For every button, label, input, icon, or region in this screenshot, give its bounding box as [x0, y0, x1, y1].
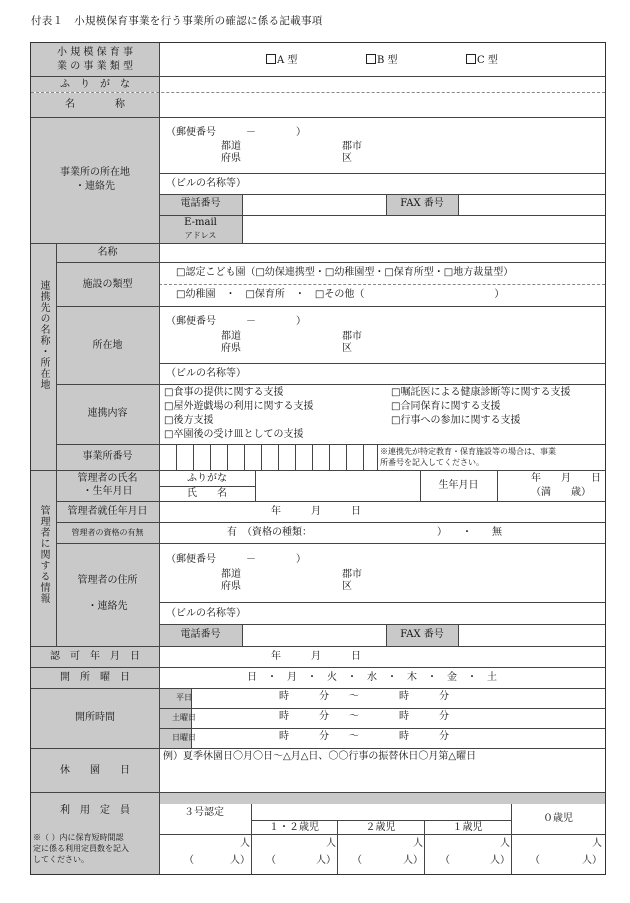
unit-label: （	[266, 855, 276, 866]
manager-address-label-1: 管理者の住所	[77, 575, 138, 586]
office-number-note-1: ※連携先が特定教育・保育施設等の場合は、事業	[380, 447, 556, 456]
hours-saturday-field[interactable]: 時 分 〜 時 分	[279, 711, 449, 722]
address-label-2: ・連絡先	[75, 181, 115, 192]
partner-side-label: 連携先の名称・所在地	[38, 280, 49, 390]
fax-label: FAX 番号	[400, 198, 444, 209]
age0-label: ０歳児	[543, 813, 573, 824]
phone-label: 電話番号	[180, 198, 221, 209]
capacity-note-1: ※（ ）内に保育短時間認	[33, 833, 124, 842]
city-text-2: 区	[342, 153, 352, 164]
manager-city-2: 区	[342, 581, 352, 592]
partner-name-label: 名称	[97, 247, 118, 258]
content-item-meal[interactable]: □食事の提供に関する支援	[164, 387, 284, 398]
phone-field[interactable]	[243, 196, 385, 214]
birthdate-field[interactable]: 年 月 日	[531, 473, 601, 484]
qualification-field[interactable]: 有 （資格の種類： ） ・ 無	[227, 527, 502, 538]
manager-fax-field[interactable]	[459, 626, 604, 645]
hours-sunday-label: 日曜日	[172, 733, 196, 742]
partner-content-label: 連携内容	[87, 408, 128, 419]
facility-type-options-1[interactable]: □認定こども園（□幼保連携型・□幼稚園型・□保育所型・□地方裁量型）	[176, 267, 514, 278]
furigana-label: ふ り が な	[60, 79, 130, 90]
manager-building-field[interactable]: （ビルの名称等）	[166, 608, 246, 619]
unit-label: 人）	[230, 855, 250, 866]
type-a-checkbox[interactable]: A 型	[266, 54, 297, 67]
unit-label: 人）	[490, 855, 510, 866]
opening-hours-label: 開所時間	[75, 712, 115, 723]
age12-label: １・２歳児	[269, 822, 319, 833]
open-days-options[interactable]: 日 ・ 月 ・ 火 ・ 水 ・ 木 ・ 金 ・ 土	[247, 672, 497, 683]
manager-city-1: 郡市	[342, 569, 362, 580]
type-b-checkbox[interactable]: B 型	[366, 54, 398, 67]
age-field[interactable]: （満 歳）	[531, 487, 591, 498]
manager-name-label-1: 管理者の氏名	[77, 473, 138, 484]
checkbox-icon	[366, 54, 376, 64]
postal-code-field[interactable]: （郵便番号 － ）	[166, 127, 306, 138]
capacity-label: 利 用 定 員	[60, 805, 130, 816]
unit-label: 人）	[316, 855, 336, 866]
city-text-1: 郡市	[342, 141, 362, 152]
start-date-field[interactable]: 年 月 日	[271, 506, 361, 517]
unit-label: 人	[500, 838, 510, 849]
content-item-events[interactable]: □行事への参加に関する支援	[391, 415, 521, 426]
closed-days-field[interactable]: 例）夏季休園日〇月〇日〜△月△日、〇〇行事の振替休日〇月第△曜日	[163, 751, 477, 762]
partner-pref-1: 都道	[221, 331, 241, 342]
approval-date-field[interactable]: 年 月 日	[271, 651, 361, 662]
manager-side-label: 管理者に関する情報	[38, 505, 49, 604]
content-item-joint-care[interactable]: □合同保育に関する支援	[391, 401, 501, 412]
fax-field[interactable]	[459, 196, 604, 214]
open-days-label: 開 所 曜 日	[60, 672, 130, 683]
pref-text-2: 府県	[221, 153, 241, 164]
partner-postal-field[interactable]: （郵便番号 － ）	[166, 316, 306, 327]
manager-fax-label: FAX 番号	[400, 629, 444, 640]
hours-weekday-field[interactable]: 時 分 〜 時 分	[279, 691, 449, 702]
checkbox-icon	[266, 54, 276, 64]
unit-label: （	[352, 855, 362, 866]
qualification-label: 管理者の資格の有無	[71, 528, 144, 537]
partner-pref-2: 府県	[221, 343, 241, 354]
unit-label: 人	[326, 838, 336, 849]
manager-pref-2: 府県	[221, 581, 241, 592]
content-item-after-graduation[interactable]: □卒園後の受け皿としての支援	[164, 429, 304, 440]
email-label-2: アドレス	[184, 231, 217, 240]
facility-type-label: 施設の類型	[82, 279, 133, 290]
manager-address-label-2: ・連絡先	[87, 601, 128, 612]
type-c-checkbox[interactable]: C 型	[466, 54, 498, 67]
business-type-label-1: 小 規 模 保 育 事	[57, 47, 133, 58]
manager-phone-label: 電話番号	[180, 629, 221, 640]
content-item-health-check[interactable]: □嘱託医による健康診断等に関する支援	[391, 387, 571, 398]
manager-name-field[interactable]	[256, 472, 419, 500]
email-label-1: E-mail	[184, 217, 217, 228]
manager-postal-field[interactable]: （郵便番号 － ）	[166, 554, 306, 565]
manager-pref-1: 都道	[221, 569, 241, 580]
manager-fullname-label: 氏 名	[187, 488, 227, 499]
manager-furigana-label: ふりがな	[187, 473, 227, 484]
unit-label: （	[440, 855, 450, 866]
unit-label: 人）	[403, 855, 423, 866]
manager-name-label-2: ・生年月日	[82, 486, 133, 497]
unit-label: 人	[240, 838, 250, 849]
start-date-label: 管理者就任年月日	[67, 506, 148, 517]
unit-label: 人	[592, 838, 602, 849]
hours-sunday-field[interactable]: 時 分 〜 時 分	[279, 731, 449, 742]
content-item-backup[interactable]: □後方支援	[164, 415, 214, 426]
name-label: 名 称	[65, 99, 125, 110]
partner-city-2: 区	[342, 343, 352, 354]
partner-building-field[interactable]: （ビルの名称等）	[166, 368, 246, 379]
hours-weekday-label: 平日	[176, 693, 192, 702]
cert3-label: ３号認定	[184, 807, 224, 818]
partner-name-field[interactable]	[160, 245, 604, 261]
partner-location-label: 所在地	[92, 340, 123, 351]
unit-label: （	[184, 855, 194, 866]
office-number-note-2: 所番号を記入してください。	[380, 458, 484, 467]
capacity-note-2: 定に係る利用定員数を記入	[33, 844, 129, 853]
checkbox-icon	[466, 54, 476, 64]
name-field[interactable]	[160, 94, 604, 116]
furigana-field[interactable]	[160, 79, 604, 92]
office-number-label: 事業所番号	[82, 451, 133, 462]
manager-phone-field[interactable]	[243, 626, 385, 645]
partner-city-1: 郡市	[342, 331, 362, 342]
pref-text-1: 都道	[221, 141, 241, 152]
unit-label: （	[530, 855, 540, 866]
content-item-playground[interactable]: □屋外遊戯場の利用に関する支援	[164, 401, 314, 412]
facility-type-options-2[interactable]: □幼稚園 ・ □保育所 ・ □その他（ ）	[176, 289, 505, 300]
form-title: 付表１ 小規模保育事業を行う事業所の確認に係る記載事項	[31, 15, 323, 27]
age2-label: ２歳児	[365, 822, 396, 833]
age1-label: １歳児	[452, 822, 483, 833]
hours-saturday-label: 土曜日	[172, 713, 196, 722]
building-name-field[interactable]: （ビルの名称等）	[166, 178, 246, 189]
unit-label: 人	[413, 838, 423, 849]
approval-date-label: 認 可 年 月 日	[50, 651, 140, 662]
unit-label: 人）	[582, 855, 602, 866]
address-label-1: 事業所の所在地	[60, 167, 130, 178]
closed-days-label: 休 園 日	[60, 765, 130, 776]
capacity-note-3: してください。	[33, 855, 89, 864]
business-type-label-2: 業 の 事 業 類 型	[57, 61, 133, 72]
email-field[interactable]	[243, 217, 604, 242]
birthdate-label: 生年月日	[438, 480, 479, 491]
